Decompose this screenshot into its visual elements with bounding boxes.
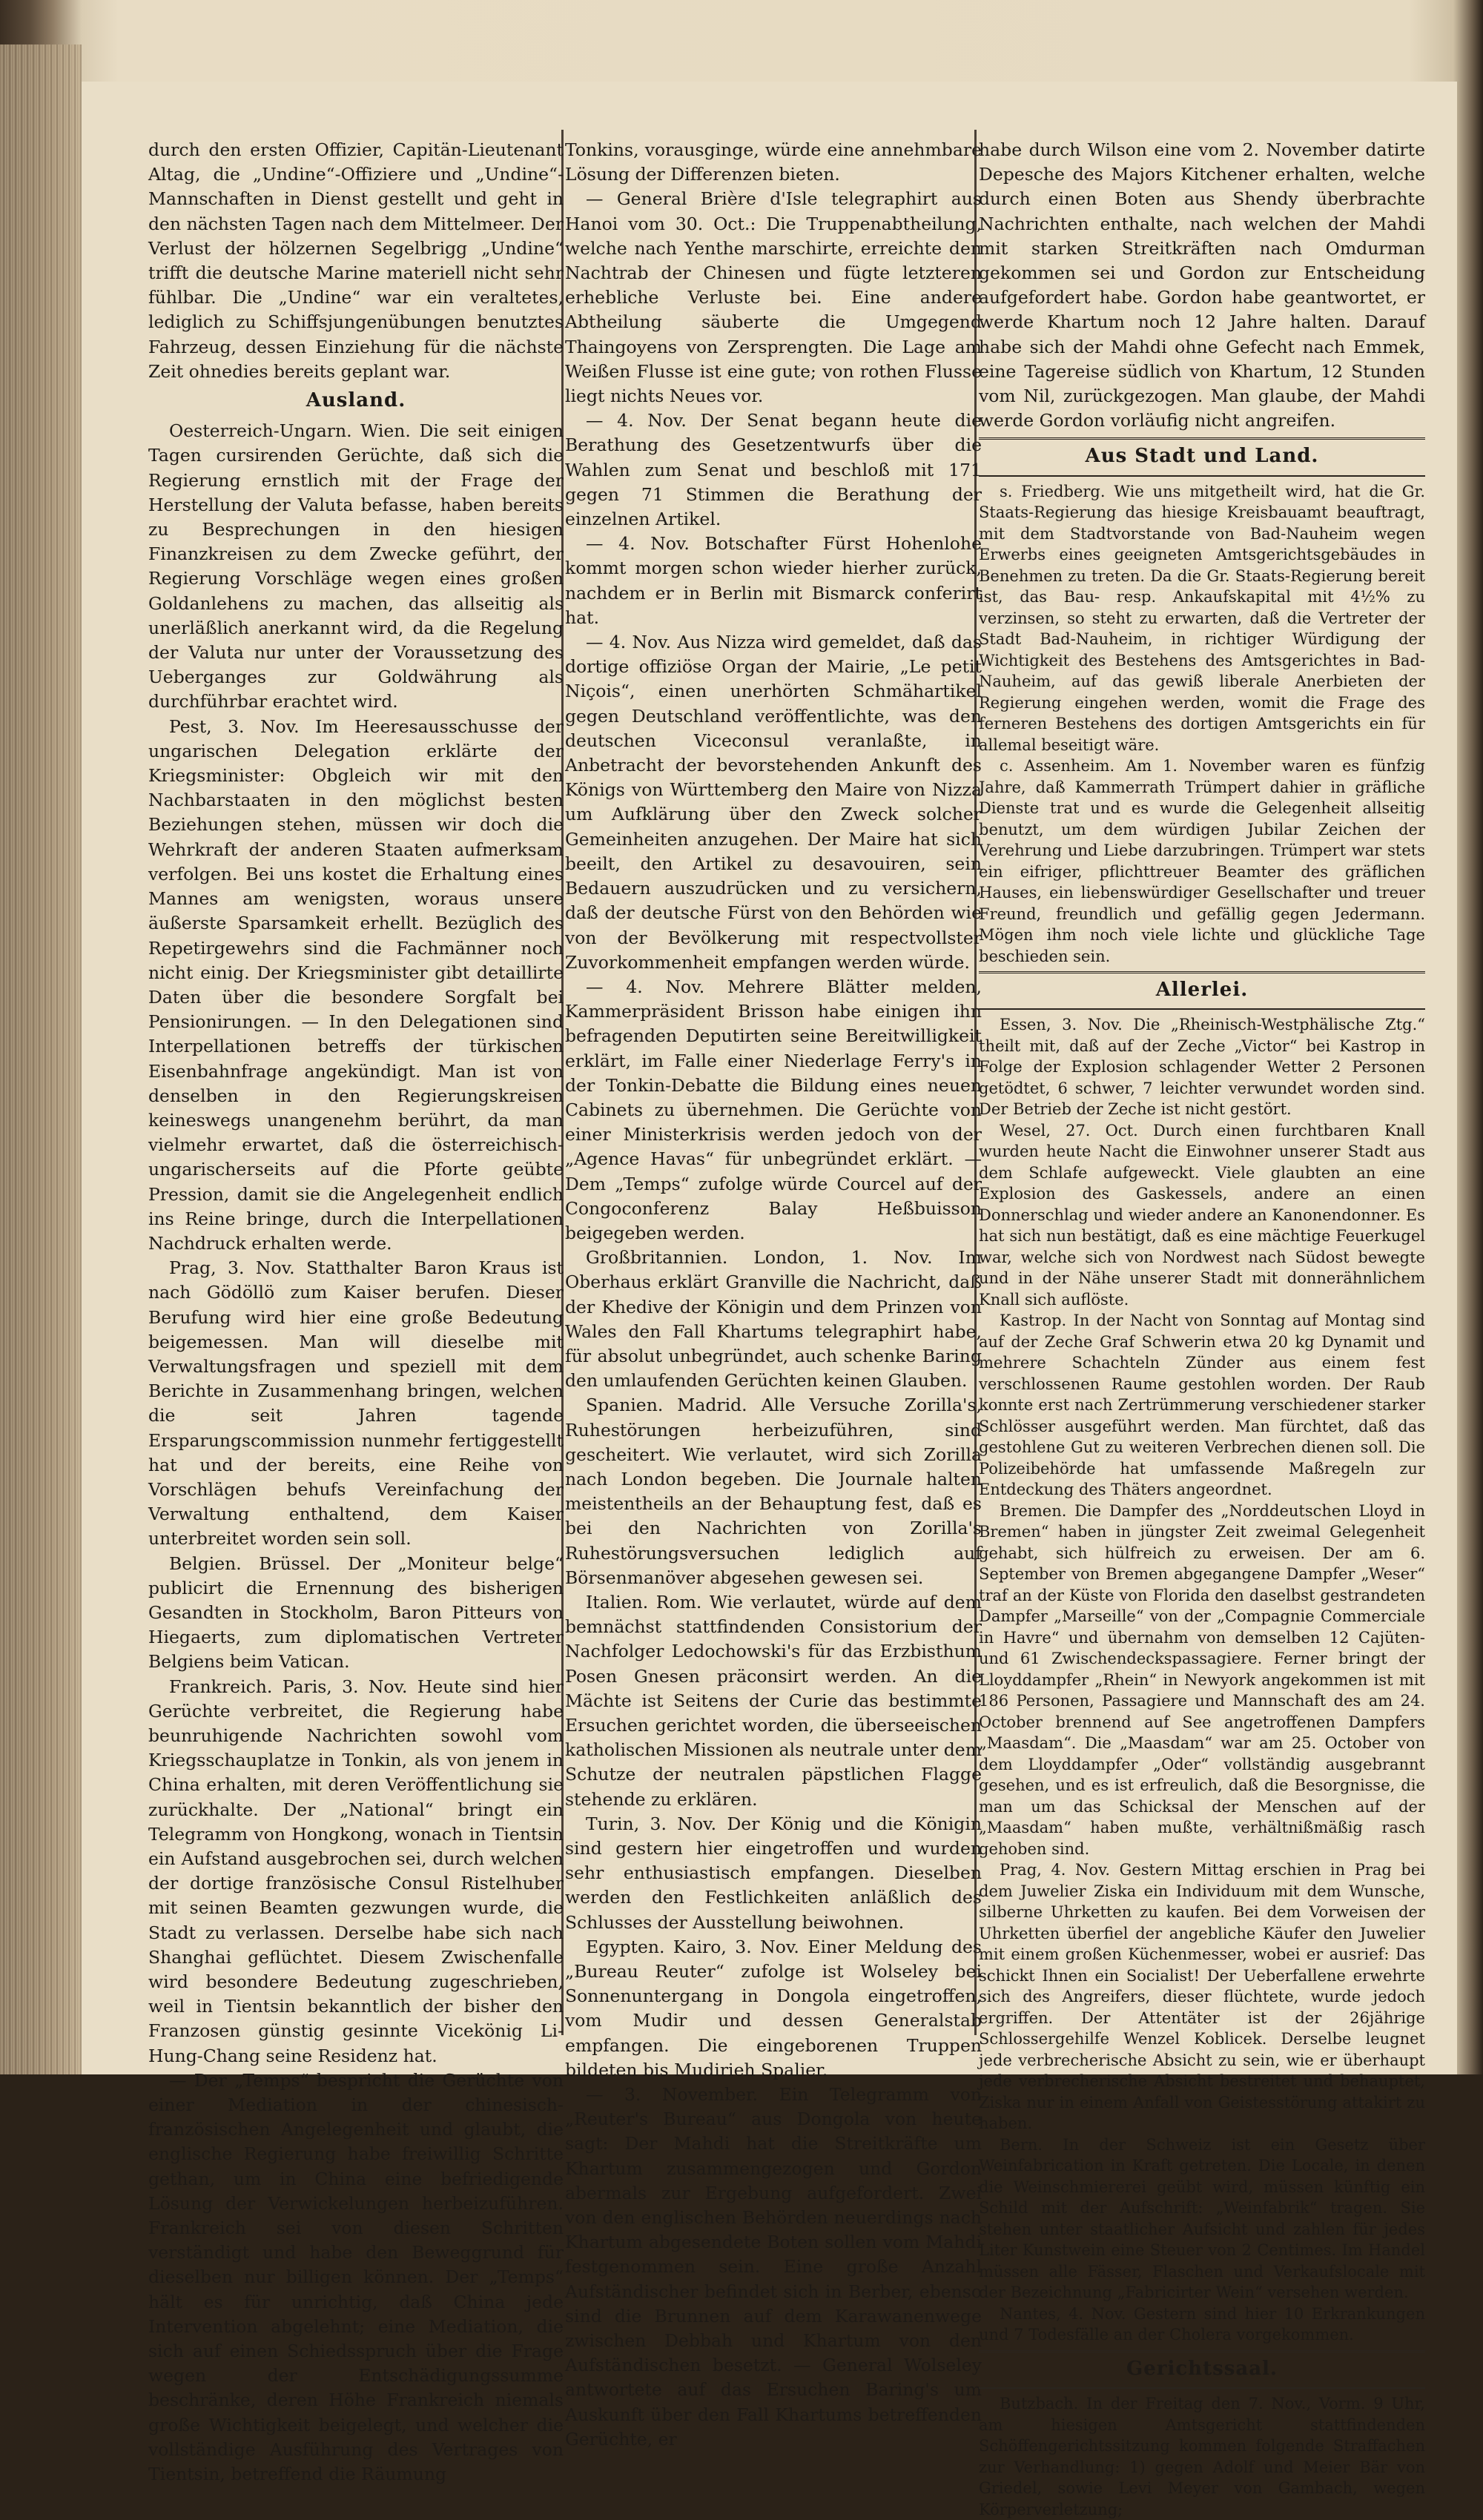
newspaper-column-1 xyxy=(148,138,564,2485)
article-paragraph: Oesterreich-Ungarn. Wien. Die seit einigen Tagen cursirenden Gerüchte, daß sich die Regierung ernstlich mit der Frage der Herstellung der Valuta befasse, haben bereits zu Besprechungen in den hiesigen Finanzkreisen zu dem Zwecke geführt, der Regierung Vorschläge wegen eines großen Goldanlehens zu machen, das allseitig als unerläßlich anerkannt wird, da die Regelung der Valuta nur unter der Voraussetzung des Ueberganges zur Goldwährung als durchführbar erachtet wird. xyxy=(148,420,564,712)
article-paragraph: Belgien. Brüssel. Der „Moniteur belge“ publicirt die Ernennung des bisherigen Gesandten in Stockholm, Baron Pitteurs von Hiegaerts, zum diplomatischen Vertreter Belgiens beim Vatican. xyxy=(148,1552,564,1673)
newspaper-column-2 xyxy=(565,138,982,2450)
article-paragraph: — General Brière d'Isle telegraphirt aus Hanoi vom 30. Oct.: Die Truppenabtheilung, welche nach Yenthe marschirte, erreichte den Nachtrab der Chinesen und fügte letzteren erhebliche Verluste bei. Eine andere Abtheilung säuberte die Umgegend Thaingoyens von Zersprengten. Die Lage am Weißen Flusse ist eine gute; von rothen Flusse liegt nichts Neues vor. xyxy=(565,188,982,407)
article-paragraph: Egypten. Kairo, 3. Nov. Einer Meldung des „Bureau Reuter“ zufolge ist Wolseley bei Sonnenuntergang in Dongola eingetroffen, vom Mudir und dessen Generalstab empfangen. Die eingeborenen Truppen bildeten bis Mudirieh Spalier. xyxy=(565,1936,982,2080)
article-paragraph: Bern. In der Schweiz ist ein Gesetz über Weinfabrication in Kraft getreten. Die Locale, in denen die Weinschmiererei geübt wird, müssen künftig ein Schild mit der Aufschrift: „Weinfabrik“ tragen. Sie stehen unter staatlicher Aufsicht und zahlen für jedes Liter Kunstwein eine Steuer von 2 Centimes. Im Handel müssen alle Fässer, Flaschen und Verkaufslocale mit der Bezeichnung „Fabricirter Wein“ versehen werden. xyxy=(979,2135,1425,2302)
article-paragraph: Spanien. Madrid. Alle Versuche Zorilla's, Ruhestörungen herbeizuführen, sind gescheitert. Wie verlautet, wird sich Zorilla nach London begeben. Die Journale halten meistentheils an der Behauptung fest, daß es bei den Nachrichten von Zorilla's Ruhestörungsversuchen lediglich auf Börsenmanöver abgesehen gewesen sei. xyxy=(565,1395,982,1588)
section-rule xyxy=(979,2350,1425,2352)
article-paragraph: — 4. Nov. Der Senat begann heute die Berathung des Gesetzentwurfs über die Wahlen zum Senat und beschloß mit 171 gegen 71 Stimmen die Berathung der einzelnen Artikel. xyxy=(565,410,982,530)
newspaper-column-3 xyxy=(979,138,1425,2519)
article-paragraph: Wesel, 27. Oct. Durch einen furchtbaren Knall wurden heute Nacht die Einwohner unserer Stadt aus dem Schlafe aufgeweckt. Viele glaubten an eine Explosion des Gaskessels, andere an einen Donnerschlag und wieder andere an Kanonendonner. Es hat sich nun bestätigt, daß es eine mächtige Feuerkugel war, welche sich von Nordwest nach Südost bewegte und in der Nähe unserer Stadt mit donnerähnlichem Knall sich auflöste. xyxy=(979,1121,1425,1309)
section-rule xyxy=(979,2387,1425,2389)
article-paragraph: — 4. Nov. Mehrere Blätter melden, Kammerpräsident Brisson habe einigen ihn befragenden Deputirten seine Bereitwilligkeit erklärt, im Falle einer Niederlage Ferry's in der Tonkin-Debatte die Bildung eines neuen Cabinets zu übernehmen. Die Gerüchte von einer Ministerkrisis werden jedoch von der „Agence Havas“ für unbegründet erklärt. — Dem „Temps“ zufolge würde Courcel auf der Congoconferenz Balay Heßbuisson beigegeben werden. xyxy=(565,976,982,1243)
article-paragraph: c. Assenheim. Am 1. November waren es fünfzig Jahre, daß Kammerrath Trümpert dahier in gräfliche Dienste trat und es wurde die Gelegenheit allseitig benutzt, um dem würdigen Jubilar Zeichen der Verehrung und Liebe darzubringen. Trümpert war stets ein eifriger, pflichttreuer Beamter des gräflichen Hauses, ein liebenswürdiger Gesellschafter und treuer Freund, freundlich und gefällig gegen Jedermann. Mögen ihm noch viele lichte und glückliche Tage beschieden sein. xyxy=(979,757,1425,965)
article-paragraph: Frankreich. Paris, 3. Nov. Heute sind hier Gerüchte verbreitet, die Regierung habe beunruhigende Nachrichten sowohl vom Kriegsschauplatze in Tonkin, als von jenem in China erhalten, mit deren Veröffentlichung sie zurückhalte. Der „National“ bringt ein Telegramm von Hongkong, wonach in Tientsin ein Aufstand ausgebrochen sei, durch welchen der dortige französische Consul Ristelhuber mit seinen Beamten gezwungen wurde, die Stadt zu verlassen. Derselbe habe sich nach Shanghai geflüchtet. Diesem Zwischenfalle wird besondere Bedeutung zugeschrieben, weil in Tientsin bekanntlich der bisher den Franzosen günstig gesinnte Vicekönig Li-Hung-Chang seine Residenz hat. xyxy=(148,1676,564,2066)
article-paragraph: Prag, 4. Nov. Gestern Mittag erschien in Prag bei dem Juwelier Ziska ein Individuum mit dem Wunsche, silberne Uhrketten zu kaufen. Bei dem Vorweisen der Uhrketten überfiel der angebliche Käufer den Juwelier mit einem großen Küchenmesser, wobei er ausrief: Das schickt Ihnen ein Socialist! Der Ueberfallene erwehrte sich des Angreifers, dieser flüchtete, wurde jedoch ergriffen. Der Attentäter ist der 26jährige Schlossergehilfe Wenzel Koblicek. Derselbe leugnet jede verbrecherische Absicht zu sein, wie er überhaupt jede verbrecherische Absicht bestreitet und behauptet, Ziska nur in einem Anfall von Geistesstörung attakirt zu haben. xyxy=(979,1861,1425,2133)
section-heading: Aus Stadt und Land. xyxy=(1085,445,1319,468)
article-paragraph: Turin, 3. Nov. Der König und die Königin sind gestern hier eingetroffen und wurden sehr enthusiastisch empfangen. Dieselben werden den Festlichkeiten anläßlich des Schlusses der Ausstellung beiwohnen. xyxy=(565,1813,982,1933)
article-paragraph: Butzbach. In der Freitag den 7. Nov., Vorm. 9 Uhr, am hiesigen Amtsgericht stattfindenden Schöffengerichtssitzung kommen folgende Straffachen zur Verhandlung: 1) gegen Adolf und Meier Bär von Griedel, sowie Levi Meyer von Gambach, wegen Körperverletzung; xyxy=(979,2395,1425,2519)
article-paragraph: Tonkins, vorausginge, würde eine annehmbare Lösung der Differenzen bieten. xyxy=(565,139,982,185)
section-heading: Ausland. xyxy=(305,389,406,412)
article-paragraph: — 3. November. Ein Telegramm von „Reuter's Bureau“ aus Dongola von heute sagt: Der Mahdi hat die Streitkräfte um Khartum zusammengezogen und Gordon abermals zur Ergebung aufgefordert. Zwei von den englischen Behörden neuerdings nach Khartum abgesendete Boten sollen vom Mahdi festgenommen sein. Eine große Anzahl Aufständischer befindet sich in Berber, ebenso sind die Brunnen auf dem Karawanenwege zwischen Debbah und Khartum von den Aufständischen besetzt. — General Wolseley antwortete auf das Ersuchen Baring's um Auskunft über den Fall Khartums betreffenden Gerüchte, er xyxy=(565,2084,982,2450)
article-paragraph: — 4. Nov. Botschafter Fürst Hohenlohe kommt morgen schon wieder hierher zurück, nachdem er in Berlin mit Bismarck conferirt hat. xyxy=(565,533,982,628)
article-paragraph: Essen, 3. Nov. Die „Rheinisch-Westphälische Ztg.“ theilt mit, daß auf der Zeche „Victor“ bei Kastrop in Folge der Explosion schlagender Wetter 2 Personen getödtet, 6 schwer, 7 leichter verwundet worden sind. Der Betrieb der Zeche ist nicht gestört. xyxy=(979,1016,1425,1119)
section-heading: Gerichtssaal. xyxy=(1126,2357,1278,2380)
section-rule xyxy=(979,1008,1425,1010)
section-rule xyxy=(979,971,1425,973)
book-page-edges xyxy=(0,44,82,2074)
article-paragraph: Kastrop. In der Nacht von Sonntag auf Montag sind auf der Zeche Graf Schwerin etwa 20 kg Dynamit und mehrere Schachteln Zünder aus einem fest verschlossenen Raume gestohlen worden. Der Raub konnte erst nach Zertrümmerung verschiedener starker Schlösser ausgeführt werden. Man fürchtet, daß das gestohlene Gut zu weiteren Verbrechen dienen soll. Die Polizeibehörde hat umfassende Maßregeln zur Entdeckung des Thäters angeordnet. xyxy=(979,1312,1425,1499)
article-paragraph: Nantes, 4. Nov. Gestern sind hier 10 Erkrankungen und 7 Todesfälle an der Cholera vorgekommen. xyxy=(979,2304,1425,2344)
article-paragraph: durch den ersten Offizier, Capitän-Lieutenant Altag, die „Undine“-Offiziere und „Undine“-Mannschaften in Dienst gestellt und geht in den nächsten Tagen nach dem Mittelmeer. Der Verlust der hölzernen Segelbrigg „Undine“ trifft die deutsche Marine materiell nicht sehr fühlbar. Die „Undine“ war ein veraltetes, lediglich zu Schiffsjungenübungen benutztes Fahrzeug, dessen Einziehung für die nächste Zeit ohnedies bereits geplant war. xyxy=(148,139,564,382)
article-paragraph: Pest, 3. Nov. Im Heeresausschusse der ungarischen Delegation erklärte der Kriegsminister: Obgleich wir mit den Nachbarstaaten in den möglichst besten Beziehungen stehen, müssen wir doch die Wehrkraft der anderen Staaten aufmerksam verfolgen. Bei uns kostet die Erhaltung eines Mannes am wenigsten, woraus unsere äußerste Sparsamkeit erhellt. Bezüglich des Repetirgewehrs sind die Fachmänner noch nicht einig. Der Kriegsminister gibt detaillirte Daten über die besondere Sorgfalt bei Pensionirungen. — In den Delegationen sind Interpellationen betreffs der türkischen Eisenbahnfrage angekündigt. Man ist von denselben in den Regierungskreisen keineswegs unangenehm berührt, da man vielmehr erwartet, daß die österreichisch-ungarischerseits auf die Pforte geübte Pression, damit sie die Angelegenheit endlich ins Reine bringe, durch die Interpellationen Nachdruck erhalten werde. xyxy=(148,715,564,1254)
article-paragraph: s. Friedberg. Wie uns mitgetheilt wird, hat die Gr. Staats-Regierung das hiesige Kreisbauamt beauftragt, mit dem Stadtvorstande von Bad-Nauheim wegen Erwerbs eines geeigneten Amtsgerichtsgebäudes in Benehmen zu treten. Da die Gr. Staats-Regierung bereit ist, das Bau- resp. Ankaufskapital mit 4½% zu verzinsen, so steht zu erwarten, daß die Vertreter der Stadt Bad-Nauheim, in richtiger Würdigung der Wichtigkeit des Bestehens des Amtsgerichtes in Bad-Nauheim, auf das gewiß liberale Anerbieten der Regierung eingehen werden, womit die Frage des ferneren Bestehens des dortigen Amtsgerichts ein für allemal beseitigt wäre. xyxy=(979,482,1425,754)
section-rule xyxy=(979,475,1425,477)
section-rule xyxy=(979,437,1425,440)
article-paragraph: habe durch Wilson eine vom 2. November datirte Depesche des Majors Kitchener erhalten, welche durch einen Boten aus Shendy überbrachte Nachrichten enthalte, nach welchen der Mahdi mit starken Streitkräften nach Omdurman gekommen sei und Gordon zur Entscheidung aufgefordert habe. Gordon habe geantwortet, er werde Khartum noch 12 Jahre halten. Darauf habe sich der Mahdi ohne Gefecht nach Emmek, eine Tagereise südlich von Khartum, 12 Stunden vom Nil, zurückgezogen. Man glaube, der Mahdi werde Gordon vorläufig nicht angreifen. xyxy=(979,139,1425,431)
article-paragraph: Bremen. Die Dampfer des „Norddeutschen Lloyd in Bremen“ haben in jüngster Zeit zweimal Gelegenheit gehabt, sich hülfreich zu erweisen. Der am 6. September von Bremen abgegangene Dampfer „Weser“ traf an der Küste von Florida den daselbst gestrandeten Dampfer „Marseille“ von der „Compagnie Commerciale in Havre“ und übernahm von demselben 12 Cajüten- und 61 Zwischendeckspassagiere. Ferner bringt der Lloyddampfer „Rhein“ in Newyork angekommen ist mit 186 Personen, Passagiere und Mannschaft des am 24. October brennend auf See angetroffenen Dampfers „Maasdam“. Die „Maasdam“ war am 25. October von dem Lloyddampfer „Oder“ vollständig ausgebrannt gesehen, und es ist erfreulich, daß die Besorgnisse, die man um das Schicksal der Menschen auf der „Maasdam“ haben mußte, verhältnißmäßig rasch gehoben sind. xyxy=(979,1501,1425,1858)
article-paragraph: — 4. Nov. Aus Nizza wird gemeldet, daß das dortige offiziöse Organ der Mairie, „Le petit Niçois“, einen unerhörten Schmähartikel gegen Deutschland veröffentlichte, was den deutschen Viceconsul veranlaßte, in Anbetracht der bevorstehenden Ankunft des Königs von Württemberg den Maire von Nizza um Aufklärung über den Zweck solcher Gemeinheiten anzugehen. Der Maire hat sich beeilt, den Artikel zu desavouiren, sein Bedauern auszudrücken und zu versichern, daß der deutsche Fürst von den Behörden wie von der Bevölkerung mit respectvollster Zuvorkommenheit empfangen werden würde. xyxy=(565,632,982,973)
article-paragraph: Großbritannien. London, 1. Nov. Im Oberhaus erklärt Granville die Nachricht, daß der Khedive der Königin und dem Prinzen von Wales den Fall Khartums telegraphirt habe, für absolut unbegründet, auch schenke Baring den umlaufenden Gerüchten keinen Glauben. xyxy=(565,1247,982,1392)
section-heading: Allerlei. xyxy=(1155,979,1249,1002)
article-paragraph: Italien. Rom. Wie verlautet, würde auf dem bemnächst stattfindenden Consistorium der Nachfolger Ledochowski's für das Erzbisthum Posen Gnesen präconsirt werden. An die Mächte ist Seitens der Curie das bestimmte Ersuchen gerichtet worden, die überseeischen katholischen Missionen als neutrale unter dem Schutze der neutralen päpstlichen Flagge stehende zu erklären. xyxy=(565,1591,982,1810)
article-paragraph: Prag, 3. Nov. Statthalter Baron Kraus ist nach Gödöllö zum Kaiser berufen. Dieser Berufung wird hier eine große Bedeutung beigemessen. Man will dieselbe mit Verwaltungsfragen und speziell mit dem Berichte in Zusammenhang bringen, welchen die seit Jahren tagende Ersparungscommission nunmehr fertiggestellt hat und der bereits, eine Reihe von Vorschlägen behufs Vereinfachung der Verwaltung enthaltend, dem Kaiser unterbreitet worden sein soll. xyxy=(148,1257,564,1550)
article-paragraph: — Der „Temps“ bespricht die Gerüchte von einer Mediation in der chinesisch-französischen Angelegenheit und glaubt, die englische Regierung habe freiwillig Schritte gethan, um in China eine befriedigende Lösung der Verwickelungen herbeizuführen. Frankreich sei von diesen Schritten verständigt und habe den Beweggrund für dieselben nur billigen können. Der „Temps“ hält es für unrichtig, daß China jede Intervention abgelehnt; eine Mediation, die sich auf einen Schiedsspruch über die Frage wegen der Entschädigungssumme beschränke, deren Höhe Frankreich niemals große Wichtigkeit beigelegt, und welcher die vollständige Ausführung des Vertrages von Tientsin, betreffend die Räumung xyxy=(148,2069,564,2485)
